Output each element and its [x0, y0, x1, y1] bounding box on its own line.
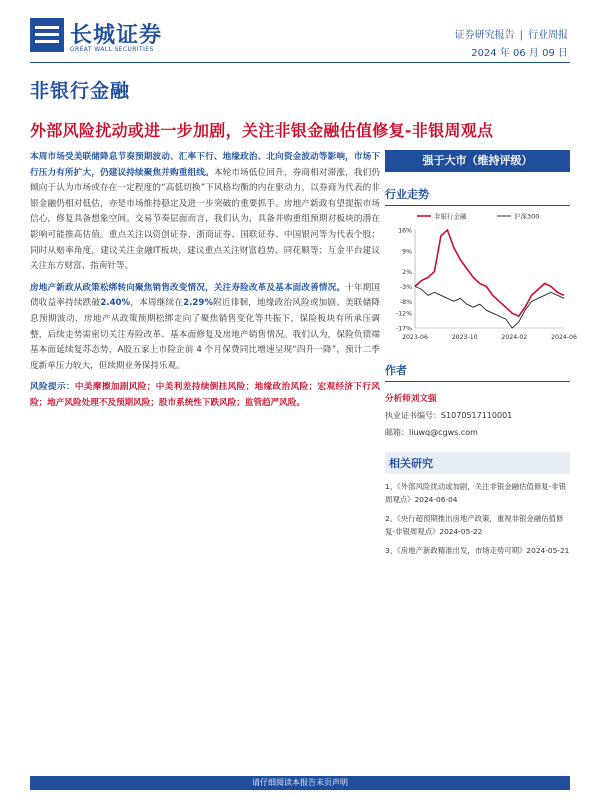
report-kind: 行业周报 [528, 30, 568, 41]
header-divider [30, 62, 570, 63]
risk-items: 中美摩擦加剧风险；中美利差持续倒挂风险；地缘政治风险；宏观经济下行风险；地产风险处理不及预期风险；股市系统性下跌风险；监管趋严风险。 [30, 382, 380, 408]
logo-cn: 长城证券 [70, 22, 163, 48]
related-item[interactable]: 2、《央行超预期推出房地产政策，重视非银金融估值修复-非银周观点》2024-05-22 [385, 514, 564, 536]
rating-badge: 强于大市（维持评级） [385, 150, 570, 172]
related-list [385, 480, 570, 557]
paragraph-2-text-a: 十年期国债收益率持续跌破 [30, 282, 380, 309]
author-section-title: 作者 [385, 362, 570, 382]
paragraph-2 [30, 281, 380, 375]
paragraph-2-value-b: 2.29% [183, 298, 213, 309]
body-text [30, 150, 380, 418]
y-tick-label: -17% [396, 325, 412, 333]
risk-paragraph [30, 380, 380, 411]
paragraph-1-lead: 本周市场受美联储降息节奏预期波动、汇率下行、地缘政治、北向资金波动等影响，市场下行压力有所扩大，仍建议持续聚焦并购重组线。 [30, 152, 380, 178]
footer-disclaimer: 请仔细阅读本报告末页声明 [30, 776, 570, 790]
series-line-0 [415, 230, 564, 316]
x-tick-label: 2024-06 [551, 334, 577, 341]
related-item[interactable]: 1、《外部风险扰动或加剧，关注非银金融估值修复-非银周观点》2024-06-04 [385, 482, 567, 504]
paragraph-1-text: 本轮市场低位回升，券商相对滞涨，我们仍倾向于认为市场或存在一定程度的“高低切换”下风格均衡的内在驱动力，以券商为代表的非银金融仍相对低估，亦是市场维持稳定及进一步突破的重要抓手。房地产新政有望提振市场信心，修复具备想象空间。交易节奏层面而言，我们认为，具备并购重组预期对板块的潜在影响可能推高估值。重点关注以资创证券、浙商证券、国联证券、中国银河等为代表个股；同时从赔率角度，建议关注金融IT板块，建议重点关注财富趋势、同花顺等；互金平台建议关注东方财富、指南针等。 [30, 167, 380, 272]
author-name: 分析师刘文强 [385, 394, 437, 404]
x-tick-label: 2023-06 [402, 334, 428, 341]
x-tick-label: 2023-10 [451, 334, 478, 341]
trend-chart-svg [385, 208, 577, 348]
author-license: 执业证书编号：S1070517110001 [385, 411, 513, 420]
y-tick-label: -3% [399, 283, 412, 291]
paragraph-1 [30, 150, 380, 275]
trend-section-title: 行业走势 [385, 186, 570, 206]
headline: 外部风险扰动或进一步加剧，关注非银金融估值修复-非银周观点 [30, 121, 494, 140]
company-logo [30, 18, 200, 56]
legend-label: 非银行金融 [434, 212, 467, 221]
legend-label: 沪深300 [514, 212, 540, 221]
report-type: 证券研究报告 [454, 30, 515, 41]
trend-chart [385, 208, 577, 348]
paragraph-2-value-a: 2.40% [100, 298, 131, 309]
paragraph-2-text-b: ，本周继续在 [130, 298, 184, 309]
risk-label: 风险提示： [30, 382, 75, 393]
y-tick-label: 9% [402, 248, 412, 256]
paragraph-2-text-c: 附近徘徊，地缘政治风险或加剧、美联储降息预期波动、房地产从政策预期松绑走向了聚焦销售变化等共振下，保险板块有所承压调整，后续走势需密切关注寿险改革、基本面修复及房地产销售情况。我们认为，保险负债端基本面延续复苏态势，A股五家上市险企前 4 个月保费同比增速呈现“四升一降”，预计二季度新单压力较大，但续期业务保持乐观。 [30, 298, 380, 371]
series-line-1 [415, 286, 564, 328]
author-email[interactable]: 邮箱：liuwq@cgws.com [385, 428, 478, 437]
report-date: 2024 年 06 月 09 日 [471, 48, 568, 59]
header-separator: | [519, 30, 523, 41]
report-type-line [455, 26, 568, 41]
y-tick-label: 16% [398, 227, 412, 235]
y-tick-label: -12% [396, 310, 412, 318]
related-section-title: 相关研究 [385, 452, 570, 474]
sector-title: 非银行金融 [30, 80, 131, 102]
related-item[interactable]: 3、《房地产新政精准出发，市场走势可期》2024-05-21 [385, 546, 570, 555]
logo-mark-icon [30, 18, 64, 52]
logo-en: GREAT WALL SECURITIES [70, 46, 154, 53]
sidebar [385, 150, 577, 563]
paragraph-2-lead: 房地产新政从政策松绑转向聚焦销售改变情况，关注寿险改革及基本面改善情况。 [30, 282, 346, 293]
y-tick-label: 2% [402, 269, 412, 277]
y-tick-label: -8% [399, 298, 412, 306]
x-tick-label: 2024-02 [501, 334, 528, 341]
